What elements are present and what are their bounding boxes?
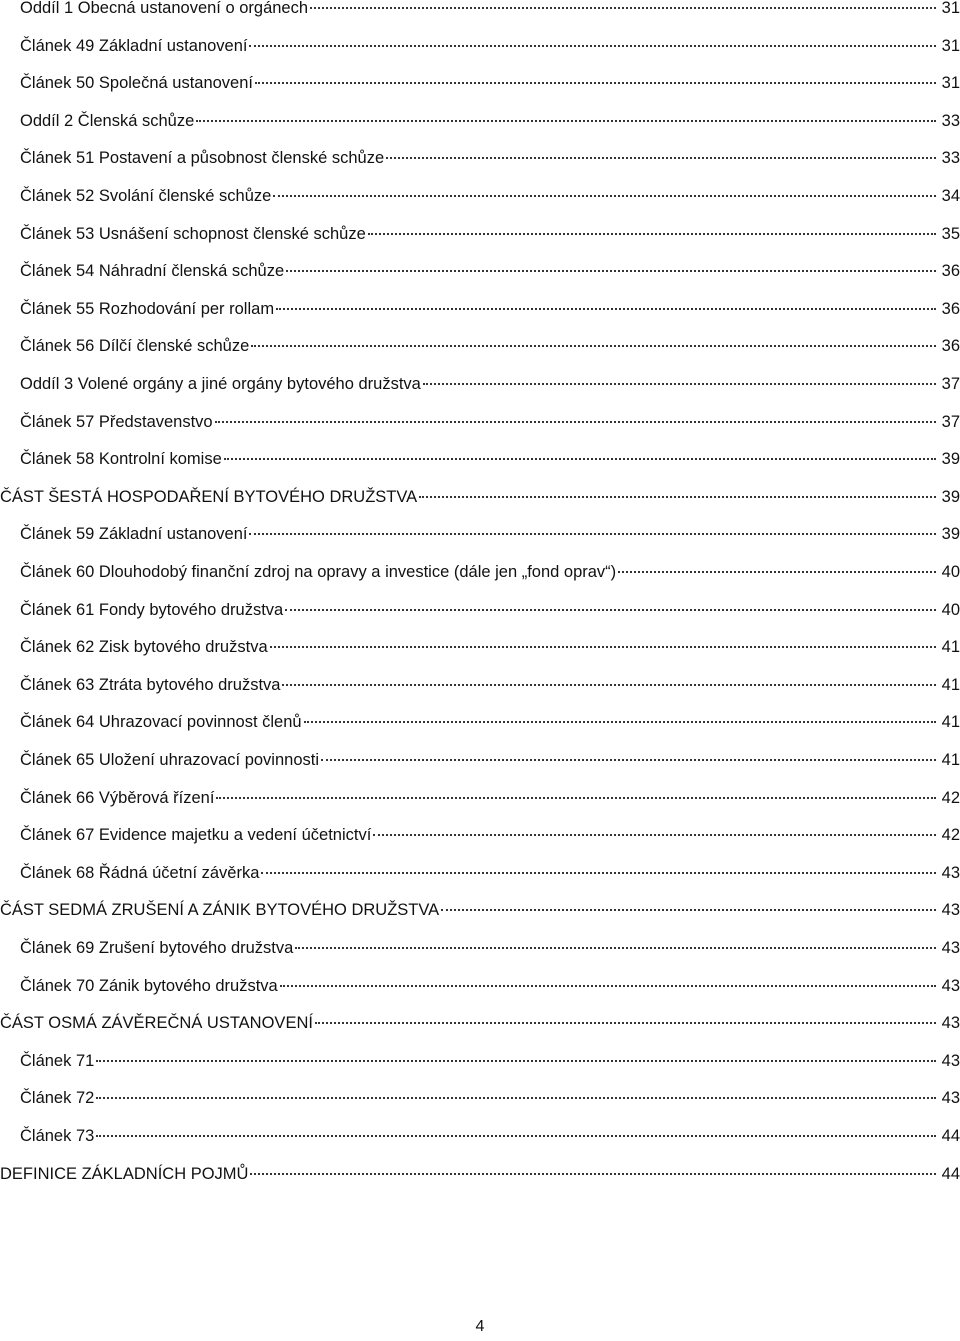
- toc-entry-page: 41: [941, 638, 960, 657]
- toc-dot-leader: [280, 985, 936, 987]
- toc-entry-page: 44: [941, 1127, 960, 1145]
- toc-entry[interactable]: [0, 222, 960, 246]
- toc-entry[interactable]: [0, 1162, 960, 1186]
- toc-entry[interactable]: [0, 0, 960, 20]
- toc-entry-title: ČÁST OSMÁ ZÁVĚREČNÁ USTANOVENÍ: [0, 1014, 313, 1033]
- toc-dot-leader: [216, 797, 936, 799]
- toc-entry-page: 37: [941, 375, 960, 393]
- toc-entry-title: Článek 56 Dílčí členské schůze: [20, 337, 250, 356]
- toc-entry[interactable]: [0, 710, 960, 734]
- toc-entry-page: 40: [941, 600, 960, 619]
- toc-entry-title: Článek 67 Evidence majetku a vedení účetnictví: [20, 826, 372, 845]
- toc-entry-page: 43: [941, 976, 960, 995]
- toc-entry-title: Článek 57 Představenstvo: [20, 412, 213, 431]
- toc-entry-title: Článek 50 Společná ustanovení: [20, 74, 253, 93]
- toc-entry[interactable]: [0, 786, 960, 810]
- toc-dot-leader: [249, 45, 936, 47]
- toc-entry[interactable]: [0, 598, 960, 622]
- toc-entry-page: 40: [941, 563, 960, 581]
- toc-dot-leader: [270, 646, 936, 648]
- toc-dot-leader: [96, 1097, 936, 1099]
- toc-entry-title: Článek 59 Základní ustanovení: [20, 525, 248, 544]
- toc-entry[interactable]: [0, 334, 960, 358]
- toc-entry-title: Článek 70 Zánik bytového družstva: [20, 976, 278, 995]
- toc-entry[interactable]: [0, 522, 960, 546]
- toc-entry-title: Článek 58 Kontrolní komise: [20, 450, 222, 469]
- toc-entry-title: Článek 52 Svolání členské schůze: [20, 187, 272, 205]
- toc-dot-leader: [295, 947, 936, 949]
- toc-entry-page: 42: [941, 788, 960, 807]
- toc-entry-page: 35: [941, 224, 960, 243]
- toc-entry-page: 36: [941, 337, 960, 356]
- toc-entry-title: Oddíl 2 Členská schůze: [20, 111, 195, 130]
- toc-entry[interactable]: [0, 297, 960, 321]
- toc-entry-page: 39: [941, 525, 960, 544]
- toc-dot-leader: [261, 872, 936, 874]
- toc-entry-title: Článek 49 Základní ustanovení: [20, 36, 248, 55]
- toc-entry-title: Článek 72: [20, 1089, 95, 1108]
- toc-dot-leader: [250, 1173, 936, 1175]
- toc-entry-page: 41: [941, 675, 960, 694]
- toc-entry[interactable]: [0, 560, 960, 584]
- toc-entry-title: Článek 61 Fondy bytového družstva: [20, 600, 284, 619]
- toc-entry-page: 41: [941, 713, 960, 732]
- toc-entry[interactable]: [0, 974, 960, 998]
- toc-entry-title: Oddíl 1 Obecná ustanovení o orgánech: [20, 0, 309, 17]
- toc-entry[interactable]: [0, 109, 960, 133]
- toc-entry[interactable]: [0, 146, 960, 170]
- toc-entry-title: Oddíl 3 Volené orgány a jiné orgány bytového družstva: [20, 375, 421, 393]
- toc-dot-leader: [315, 1022, 936, 1024]
- toc-dot-leader: [423, 383, 936, 385]
- toc-entry[interactable]: [0, 447, 960, 471]
- toc-dot-leader: [96, 1060, 936, 1062]
- toc-entry-page: 36: [941, 299, 960, 318]
- toc-entry[interactable]: [0, 673, 960, 697]
- toc-entry[interactable]: [0, 635, 960, 659]
- toc-entry-title: Článek 65 Uložení uhrazovací povinnosti: [20, 751, 320, 769]
- toc-dot-leader: [285, 609, 936, 611]
- toc-entry[interactable]: [0, 485, 960, 509]
- toc-entry-page: 43: [941, 863, 960, 882]
- toc-dot-leader: [249, 533, 936, 535]
- toc-entry-title: Článek 66 Výběrová řízení: [20, 788, 215, 807]
- toc-entry[interactable]: [0, 259, 960, 283]
- toc-dot-leader: [286, 270, 936, 272]
- toc-entry[interactable]: [0, 34, 960, 58]
- toc-entry-title: Článek 68 Řádná účetní závěrka: [20, 863, 260, 882]
- toc-entry-page: 43: [941, 1089, 960, 1108]
- toc-dot-leader: [224, 458, 936, 460]
- toc-entry-title: Článek 63 Ztráta bytového družstva: [20, 675, 281, 694]
- toc-dot-leader: [441, 909, 936, 911]
- toc-entry-page: 36: [941, 262, 960, 281]
- toc-dot-leader: [96, 1135, 936, 1137]
- toc-dot-leader: [618, 571, 936, 573]
- toc-entry-page: 43: [941, 901, 960, 920]
- toc-entry[interactable]: [0, 71, 960, 95]
- toc-entry-title: Článek 53 Usnášení schopnost členské schůze: [20, 224, 366, 243]
- toc-entry-page: 43: [941, 939, 960, 957]
- toc-entry-title: ČÁST SEDMÁ ZRUŠENÍ A ZÁNIK BYTOVÉHO DRUŽSTVA: [0, 901, 440, 920]
- toc-entry[interactable]: [0, 748, 960, 772]
- toc-dot-leader: [304, 721, 936, 723]
- toc-entry-page: 31: [941, 74, 960, 93]
- toc-entry-page: 33: [941, 149, 960, 168]
- toc-dot-leader: [276, 308, 936, 310]
- toc-entry-title: Článek 69 Zrušení bytového družstva: [20, 939, 294, 957]
- toc-entry[interactable]: [0, 1086, 960, 1110]
- toc-entry-title: Článek 55 Rozhodování per rollam: [20, 299, 275, 318]
- toc-entry[interactable]: [0, 1011, 960, 1035]
- toc-entry-title: Článek 64 Uhrazovací povinnost členů: [20, 713, 302, 732]
- page-number: 4: [475, 1318, 485, 1335]
- toc-entry-page: 33: [941, 111, 960, 130]
- toc-dot-leader: [255, 82, 936, 84]
- toc-dot-leader: [215, 421, 936, 423]
- toc-dot-leader: [282, 684, 936, 686]
- toc-entry-page: 44: [941, 1164, 960, 1183]
- toc-entry-page: 43: [941, 1051, 960, 1070]
- toc-entry-title: DEFINICE ZÁKLADNÍCH POJMŮ: [0, 1164, 249, 1183]
- toc-entry-title: Článek 73: [20, 1127, 95, 1145]
- toc-entry-page: 41: [941, 751, 960, 769]
- toc-entry[interactable]: [0, 184, 960, 208]
- toc-entry[interactable]: [0, 823, 960, 847]
- toc-dot-leader: [419, 496, 936, 498]
- toc-entry-page: 37: [941, 412, 960, 431]
- toc-entry-title: Článek 71: [20, 1051, 95, 1070]
- toc-entry[interactable]: [0, 410, 960, 434]
- toc-entry[interactable]: [0, 1124, 960, 1148]
- toc-dot-leader: [373, 834, 936, 836]
- toc-entry[interactable]: [0, 861, 960, 885]
- toc-entry-title: Článek 54 Náhradní členská schůze: [20, 262, 285, 281]
- toc-entry-title: Článek 51 Postavení a působnost členské schůze: [20, 149, 385, 168]
- toc-dot-leader: [321, 759, 936, 761]
- toc-dot-leader: [273, 195, 936, 197]
- toc-dot-leader: [368, 233, 936, 235]
- toc-entry-page: 39: [941, 450, 960, 469]
- toc-entry-title: Článek 62 Zisk bytového družstva: [20, 638, 268, 657]
- toc-entry-title: Článek 60 Dlouhodobý finanční zdroj na opravy a investice (dále jen „fond oprav“): [20, 563, 617, 581]
- toc-entry[interactable]: [0, 936, 960, 960]
- toc-dot-leader: [196, 120, 936, 122]
- toc-entry-page: 31: [941, 0, 960, 17]
- toc-entry[interactable]: [0, 898, 960, 922]
- toc-entry-page: 31: [941, 36, 960, 55]
- toc-entry[interactable]: [0, 1049, 960, 1073]
- toc-entry-page: 43: [941, 1014, 960, 1033]
- toc-dot-leader: [251, 345, 936, 347]
- toc-dot-leader: [386, 157, 936, 159]
- toc-entry-title: ČÁST ŠESTÁ HOSPODAŘENÍ BYTOVÉHO DRUŽSTVA: [0, 487, 418, 506]
- toc-entry-page: 39: [941, 487, 960, 506]
- toc-entry-page: 42: [941, 826, 960, 845]
- toc-dot-leader: [310, 7, 936, 9]
- toc-entry-page: 34: [941, 187, 960, 205]
- toc-entry[interactable]: [0, 372, 960, 396]
